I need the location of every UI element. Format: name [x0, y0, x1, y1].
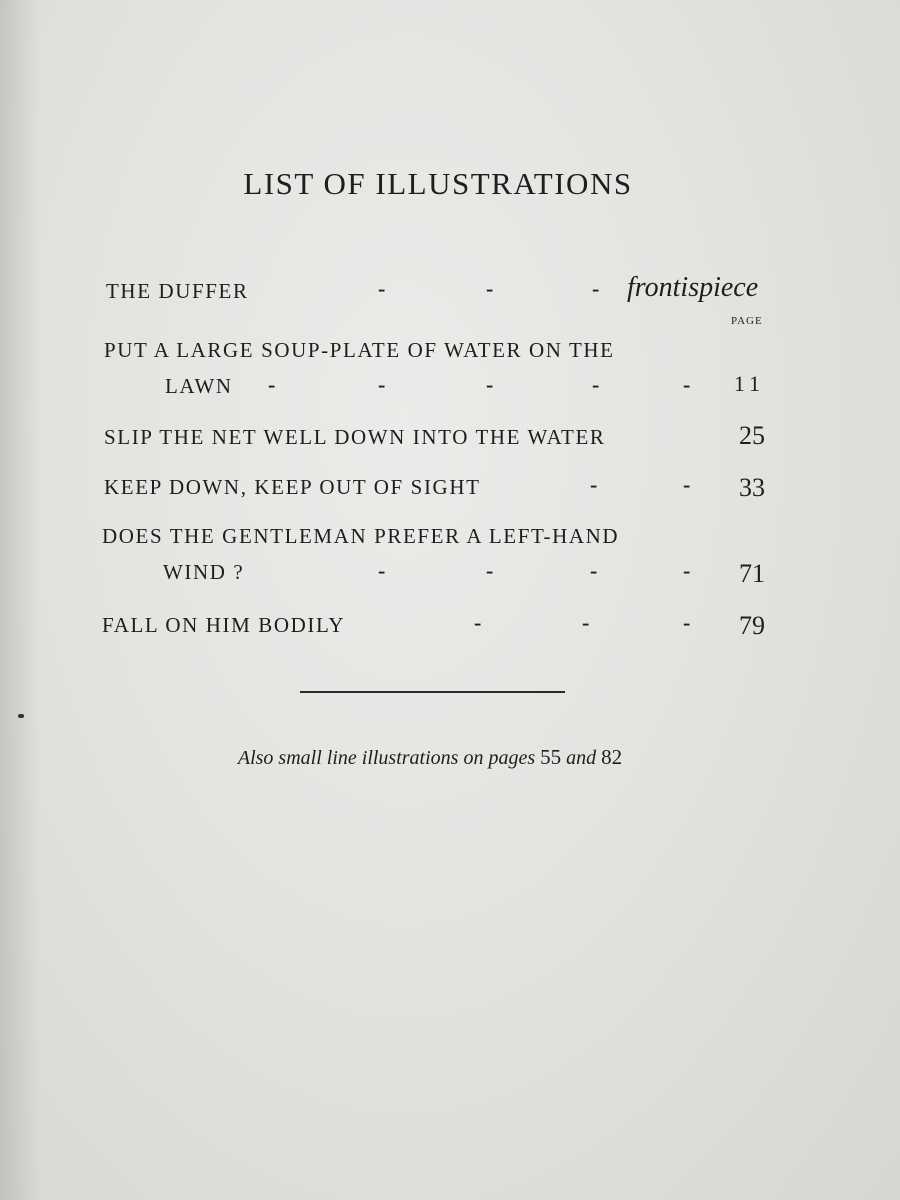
leader-dash: - [592, 276, 600, 301]
entry-title: PUT A LARGE SOUP-PLATE OF WATER ON THE [104, 338, 615, 362]
footnote-page: 82 [601, 745, 623, 769]
leader-dash: - [683, 372, 691, 397]
leader-dash: - [592, 372, 600, 397]
entry-page: 11 [733, 371, 765, 396]
leader-dash: - [590, 472, 598, 497]
entry-title-continued: LAWN [165, 374, 233, 398]
leader-dash: - [474, 610, 482, 635]
footnote-text: Also small line illustrations on pages [237, 747, 536, 769]
entry-page: 33 [739, 473, 765, 502]
leader-dash: - [268, 372, 276, 397]
divider-rule [300, 691, 565, 693]
footnote-conjunction: and [566, 747, 597, 769]
leader-dash: - [582, 610, 590, 635]
footnote-page: 55 [540, 745, 562, 769]
leader-dash: - [486, 372, 494, 397]
entry-page: 25 [739, 421, 765, 450]
leader-dash: - [486, 558, 494, 583]
entry-title: KEEP DOWN, KEEP OUT OF SIGHT [104, 475, 481, 499]
entry-title-continued: WIND ? [163, 560, 245, 584]
footnote [0, 745, 860, 770]
entry-title: THE DUFFER [106, 279, 249, 303]
leader-dash: - [683, 472, 691, 497]
page-title: LIST OF ILLUSTRATIONS [243, 166, 633, 201]
entry-page: 79 [739, 611, 765, 640]
entry-title: FALL ON HIM BODILY [102, 613, 346, 637]
entry-title: SLIP THE NET WELL DOWN INTO THE WATER [104, 425, 606, 449]
entry-page: 71 [739, 559, 765, 588]
leader-dash: - [590, 558, 598, 583]
entry-title: DOES THE GENTLEMAN PREFER A LEFT-HAND [102, 524, 620, 548]
entry-page: frontispiece [627, 272, 759, 303]
leader-dash: - [378, 558, 386, 583]
leader-dash: - [683, 610, 691, 635]
page-column-label: PAGE [731, 315, 763, 327]
leader-dash: - [378, 276, 386, 301]
leader-dash: - [683, 558, 691, 583]
leader-dash: - [378, 372, 386, 397]
leader-dash: - [486, 276, 494, 301]
ink-speck [18, 714, 24, 718]
